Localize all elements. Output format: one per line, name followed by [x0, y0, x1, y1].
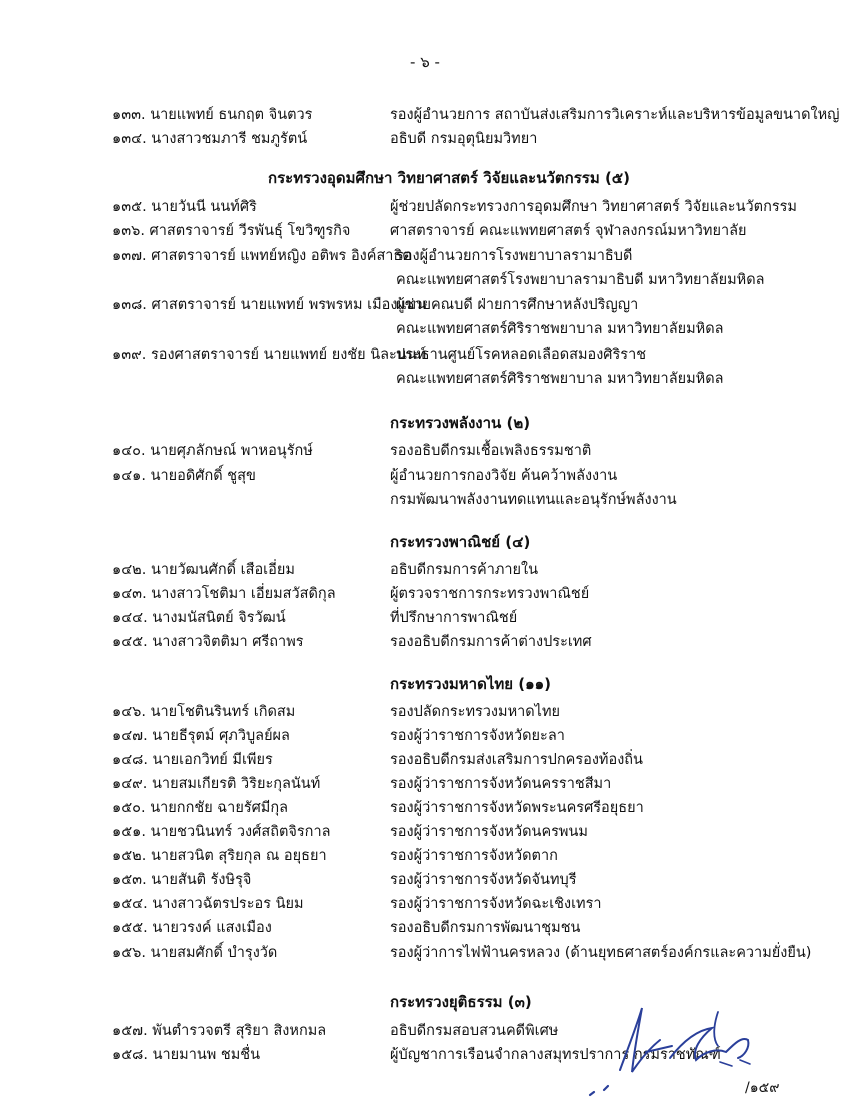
position-line: อธิบดี กรมอุตุนิยมวิทยา	[390, 131, 538, 147]
entry-position	[390, 700, 560, 724]
continuation-marker: /๑๕๙	[745, 1080, 780, 1096]
position-line: รองผู้ว่าการไฟฟ้านครหลวง (ด้านยุทธศาสตร์องค์กรและความยั่งยืน)	[390, 945, 812, 961]
entry-position	[390, 558, 538, 582]
position-line: กรมพัฒนาพลังงานทดแทนและอนุรักษ์พลังงาน	[390, 492, 677, 508]
position-line: ที่ปรึกษาการพาณิชย์	[390, 610, 518, 626]
entry-position	[390, 748, 643, 772]
entry-position	[390, 1019, 558, 1043]
section-heading: กระทรวงอุดมศึกษา วิทยาศาสตร์ วิจัยและนวัตกรรม (๕)	[268, 169, 631, 187]
position-line: ผู้ช่วยคณบดี ฝ่ายการศึกษาหลังปริญญา	[396, 297, 639, 313]
entry-name: ๑๓๔. นางสาวชมภารี ชมภูรัตน์	[112, 131, 308, 147]
position-line: ศาสตราจารย์ คณะแพทยศาสตร์ จุฬาลงกรณ์มหาวิทยาลัย	[390, 223, 747, 239]
position-line: อธิบดีกรมการค้าภายใน	[390, 562, 539, 578]
section-heading: กระทรวงยุติธรรม (๓)	[390, 993, 532, 1011]
section-heading: กระทรวงมหาดไทย (๑๑)	[390, 675, 552, 693]
entry-position	[390, 868, 577, 892]
entry-name: ๑๔๑. นายอดิศักดิ์ ชูสุข	[112, 468, 256, 484]
entry-position	[390, 941, 811, 965]
position-line: ผู้อำนวยการกองวิจัย ค้นคว้าพลังงาน	[390, 468, 618, 484]
entry-name: ๑๔๐. นายศุภลักษณ์ พาหอนุรักษ์	[112, 443, 313, 459]
entry-name: ๑๕๓. นายสันติ รังษิรุจิ	[112, 872, 252, 888]
position-line: รองผู้อำนวยการ สถาบันส่งเสริมการวิเคราะห์และบริหารข้อมูลขนาดใหญ่	[390, 107, 840, 123]
entry-name: ๑๓๖. ศาสตราจารย์ วีรพันธุ์ โขวิฑูรกิจ	[112, 223, 351, 239]
entry-position	[396, 244, 765, 292]
entry-name: ๑๓๙. รองศาสตราจารย์ นายแพทย์ ยงชัย นิละนนท์	[112, 347, 427, 363]
entry-position	[390, 844, 558, 868]
entry-position	[390, 439, 591, 463]
position-line: รองอธิบดีกรมการพัฒนาชุมชน	[390, 920, 581, 936]
entry-name: ๑๔๓. นางสาวโชติมา เอี่ยมสวัสดิกุล	[112, 586, 336, 602]
entry-name: ๑๕๒. นายสวนิต สุริยกุล ณ อยุธยา	[112, 848, 327, 864]
entry-position	[396, 343, 724, 391]
entry-position	[390, 916, 580, 940]
entry-name: ๑๓๗. ศาสตราจารย์ แพทย์หญิง อติพร อิงค์สาธิต	[112, 248, 412, 264]
entry-name: ๑๔๗. นายธีรุตม์ ศุภวิบูลย์ผล	[112, 728, 290, 744]
entry-position	[390, 820, 588, 844]
position-line: ผู้บัญชาการเรือนจำกลางสมุทรปราการ กรมราชทัณฑ์	[390, 1047, 721, 1063]
position-line: รองผู้ว่าราชการจังหวัดฉะเชิงเทรา	[390, 896, 602, 912]
entry-position	[390, 464, 677, 512]
position-line: รองผู้ว่าราชการจังหวัดจันทบุรี	[390, 872, 577, 888]
entry-position	[390, 606, 517, 630]
page-number: - ๖ -	[410, 53, 440, 71]
section-heading: กระทรวงพาณิชย์ (๔)	[390, 533, 531, 551]
entry-position	[390, 127, 537, 151]
position-line: คณะแพทยศาสตร์ศิริราชพยาบาล มหาวิทยาลัยมหิดล	[396, 321, 724, 337]
position-line: รองผู้ว่าราชการจังหวัดพระนครศรีอยุธยา	[390, 800, 644, 816]
entry-position	[390, 103, 840, 127]
position-line: รองผู้อำนวยการโรงพยาบาลรามาธิบดี	[396, 248, 633, 264]
entry-position	[390, 582, 589, 606]
position-line: รองปลัดกระทรวงมหาดไทย	[390, 704, 561, 720]
entry-name: ๑๔๒. นายวัฒนศักดิ์ เสือเอี่ยม	[112, 562, 295, 578]
section-heading: กระทรวงพลังงาน (๒)	[390, 414, 531, 432]
position-line: รองอธิบดีกรมการค้าต่างประเทศ	[390, 634, 592, 650]
entry-name: ๑๕๖. นายสมศักดิ์ บำรุงวัด	[112, 945, 278, 961]
position-line: ประธานศูนย์โรคหลอดเลือดสมองศิริราช	[396, 347, 647, 363]
position-line: รองผู้ว่าราชการจังหวัดยะลา	[390, 728, 565, 744]
entry-name: ๑๕๔. นางสาวฉัตรประอร นิยม	[112, 896, 304, 912]
entry-name: ๑๕๘. นายมานพ ชมชื่น	[112, 1047, 261, 1063]
position-line: รองอธิบดีกรมส่งเสริมการปกครองท้องถิ่น	[390, 752, 643, 768]
position-line: รองผู้ว่าราชการจังหวัดนครพนม	[390, 824, 588, 840]
position-line: ผู้ตรวจราชการกระทรวงพาณิชย์	[390, 586, 590, 602]
position-line: คณะแพทยศาสตร์โรงพยาบาลรามาธิบดี มหาวิทยาลัยมหิดล	[396, 272, 765, 288]
position-line: รองอธิบดีกรมเชื้อเพลิงธรรมชาติ	[390, 443, 592, 459]
entry-name: ๑๔๘. นายเอกวิทย์ มีเพียร	[112, 752, 273, 768]
entry-position	[390, 796, 644, 820]
entry-position	[390, 724, 565, 748]
entry-name: ๑๕๑. นายชวนินทร์ วงศ์สถิตจิรกาล	[112, 824, 331, 840]
entry-name: ๑๕๗. พันตำรวจตรี สุริยา สิงหกมล	[112, 1023, 327, 1039]
position-line: อธิบดีกรมสอบสวนคดีพิเศษ	[390, 1023, 559, 1039]
entry-position	[390, 772, 611, 796]
entry-name: ๑๓๕. นายวันนี นนท์ศิริ	[112, 199, 257, 215]
entry-name: ๑๕๐. นายกกชัย ฉายรัศมีกุล	[112, 800, 289, 816]
entry-name: ๑๔๕. นางสาวจิตติมา ศรีถาพร	[112, 634, 304, 650]
entry-name: ๑๓๓. นายแพทย์ ธนกฤต จินตวร	[112, 107, 313, 123]
entry-position	[390, 892, 602, 916]
entry-position	[390, 630, 592, 654]
entry-name: ๑๔๔. นางมนัสนิตย์ จิรวัฒน์	[112, 610, 286, 626]
entry-name: ๑๔๙. นายสมเกียรติ วิริยะกุลนันท์	[112, 776, 321, 792]
position-line: คณะแพทยศาสตร์ศิริราชพยาบาล มหาวิทยาลัยมหิดล	[396, 371, 724, 387]
position-line: รองผู้ว่าราชการจังหวัดนครราชสีมา	[390, 776, 612, 792]
position-line: รองผู้ว่าราชการจังหวัดตาก	[390, 848, 558, 864]
entry-name: ๑๕๕. นายวรงค์ แสงเมือง	[112, 920, 272, 936]
entry-position	[396, 293, 724, 341]
entry-name: ๑๓๘. ศาสตราจารย์ นายแพทย์ พรพรหม เมืองแมน	[112, 297, 427, 313]
entry-position	[390, 195, 797, 219]
entry-position	[390, 219, 747, 243]
entry-name: ๑๔๖. นายโชตินรินทร์ เกิดสม	[112, 704, 296, 720]
position-line: ผู้ช่วยปลัดกระทรวงการอุดมศึกษา วิทยาศาสตร์ วิจัยและนวัตกรรม	[390, 199, 797, 215]
